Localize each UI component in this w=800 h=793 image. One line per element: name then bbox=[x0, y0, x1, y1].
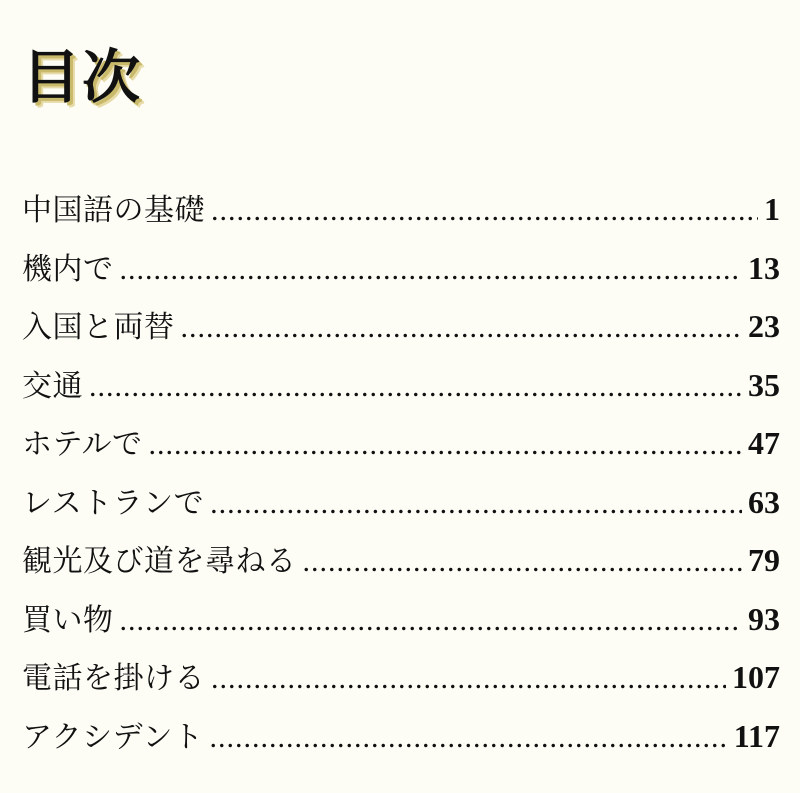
toc-entry-label: ホテルで bbox=[22, 427, 143, 462]
toc-entry-label: 電話を掛ける bbox=[22, 661, 205, 696]
toc-entry-page: 93 bbox=[748, 600, 780, 637]
toc-entry-page: 47 bbox=[748, 425, 780, 461]
dot-leader bbox=[210, 475, 742, 533]
toc-entry-label: アクシデント bbox=[22, 719, 204, 755]
toc-entry bbox=[22, 356, 780, 415]
toc-entry bbox=[22, 239, 780, 298]
dot-leader bbox=[120, 592, 743, 650]
toc-entry-page: 13 bbox=[748, 249, 780, 286]
toc-entry-page: 63 bbox=[748, 483, 780, 520]
toc-entry-page: 23 bbox=[748, 308, 780, 344]
toc-entry-page: 35 bbox=[748, 366, 780, 403]
toc-entry bbox=[22, 180, 780, 239]
page-title: 目次 bbox=[22, 43, 143, 111]
toc-entry-label: 機内で bbox=[22, 251, 114, 287]
toc-entry-label: 入国と両替 bbox=[22, 310, 175, 345]
toc-entry bbox=[22, 414, 780, 473]
dot-leader bbox=[120, 241, 743, 299]
toc-entry bbox=[22, 473, 780, 532]
toc-entry bbox=[22, 707, 780, 766]
toc-entry-page: 117 bbox=[733, 717, 780, 754]
toc-entry bbox=[22, 297, 780, 356]
toc-entry bbox=[22, 531, 780, 590]
dot-leader bbox=[181, 299, 743, 357]
dot-leader bbox=[303, 533, 743, 591]
toc-entry-page: 1 bbox=[764, 191, 780, 227]
table-of-contents bbox=[22, 180, 780, 765]
dot-leader bbox=[211, 650, 726, 708]
dot-leader bbox=[210, 709, 728, 767]
toc-entry-label: 買い物 bbox=[22, 602, 114, 638]
toc-entry-page: 107 bbox=[732, 659, 780, 695]
toc-entry bbox=[22, 590, 780, 649]
toc-entry-label: 中国語の基礎 bbox=[22, 193, 205, 228]
dot-leader bbox=[211, 182, 758, 240]
dot-leader bbox=[89, 358, 742, 416]
toc-entry-label: 交通 bbox=[22, 368, 83, 404]
toc-entry-page: 79 bbox=[748, 542, 780, 578]
toc-entry-label: 観光及び道を尋ねる bbox=[22, 544, 297, 579]
toc-entry-label: レストランで bbox=[22, 485, 205, 521]
toc-entry bbox=[22, 648, 780, 707]
dot-leader bbox=[149, 416, 743, 474]
